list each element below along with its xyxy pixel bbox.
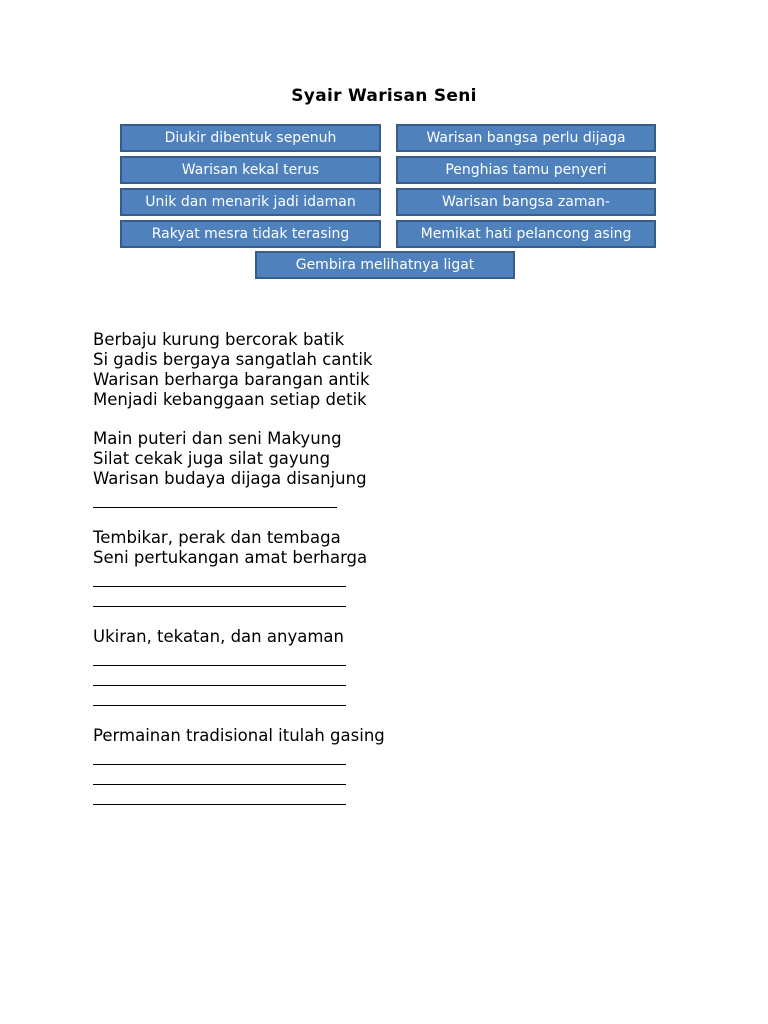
poem-line: Ukiran, tekatan, dan anyaman [93, 627, 344, 646]
blank-line[interactable] [93, 766, 693, 786]
blank-line[interactable] [93, 647, 693, 667]
poem-line: Permainan tradisional itulah gasing [93, 726, 385, 745]
word-box[interactable]: Warisan bangsa zaman- [396, 188, 656, 216]
poem-line: Silat cekak juga silat gayung [93, 449, 331, 468]
poem-line: Warisan budaya dijaga disanjung [93, 469, 367, 488]
stanza-5 [93, 726, 693, 806]
stanza-2 [93, 429, 693, 509]
poem-line: Main puteri dan seni Makyung [93, 429, 342, 448]
word-box[interactable]: Diukir dibentuk sepenuh [120, 124, 381, 152]
poem-line: Si gadis bergaya sangatlah cantik [93, 350, 373, 369]
stanza-4 [93, 627, 693, 707]
word-box[interactable]: Unik dan menarik jadi idaman [120, 188, 381, 216]
blank-line[interactable] [93, 568, 693, 588]
blank-line[interactable] [93, 746, 693, 766]
word-box[interactable]: Penghias tamu penyeri [396, 156, 656, 184]
blank-line[interactable] [93, 588, 693, 608]
word-box[interactable]: Warisan kekal terus [120, 156, 381, 184]
blank-line[interactable] [93, 667, 693, 687]
blank-line[interactable] [93, 786, 693, 806]
stanza-1 [93, 330, 693, 410]
poem-line: Tembikar, perak dan tembaga [93, 528, 341, 547]
poem-line: Warisan berharga barangan antik [93, 370, 370, 389]
poem-line: Berbaju kurung bercorak batik [93, 330, 345, 349]
poem [93, 330, 693, 825]
blank-line[interactable] [93, 687, 693, 707]
poem-line: Menjadi kebanggaan setiap detik [93, 390, 367, 409]
word-box[interactable]: Gembira melihatnya ligat [255, 251, 515, 279]
page-title: Syair Warisan Seni [291, 86, 477, 106]
blank-line[interactable] [93, 489, 693, 509]
poem-line: Seni pertukangan amat berharga [93, 548, 368, 567]
word-box[interactable]: Warisan bangsa perlu dijaga [396, 124, 656, 152]
word-box[interactable]: Memikat hati pelancong asing [396, 220, 656, 248]
word-box[interactable]: Rakyat mesra tidak terasing [120, 220, 381, 248]
stanza-3 [93, 528, 693, 608]
